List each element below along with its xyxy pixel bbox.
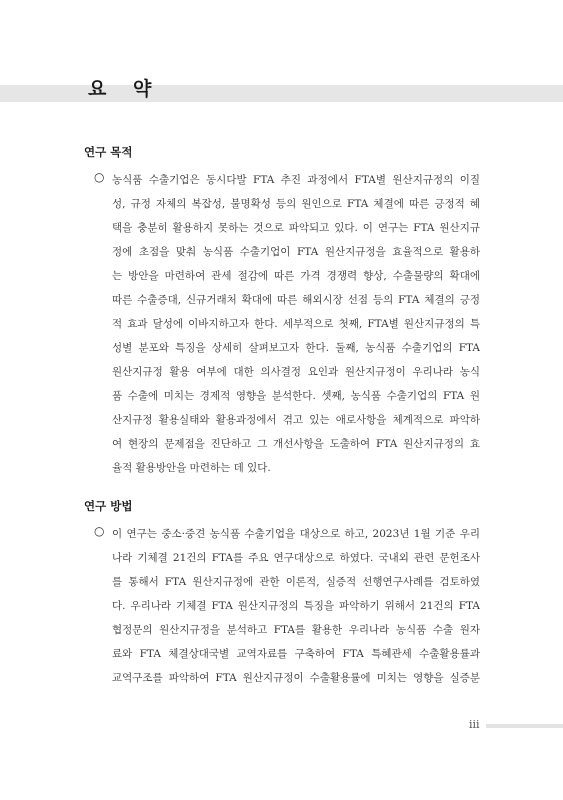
paragraph-method xyxy=(112,522,480,690)
page-title: 요 약 xyxy=(88,78,162,100)
text-line: 원산지규정 활용 여부에 대한 의사결정 요인과 원산지규정이 우리나라 농식 xyxy=(112,366,480,378)
text-line: 협정문의 원산지규정을 분석하고 FTA를 활용한 우리나라 농식품 수출 원자 xyxy=(112,624,480,636)
section-heading-method: 연구 방법 xyxy=(84,499,133,513)
page-number: iii xyxy=(469,718,480,731)
text-line: 성별 분포와 특징을 상세히 살펴보고자 한다. 둘째, 농식품 수출기업의 FTA xyxy=(112,342,480,354)
text-line: 품 수출에 미치는 경제적 영향을 분석한다. 셋째, 농식품 수출기업의 FTA 원 xyxy=(112,390,480,402)
text-line: 나라 기체결 21건의 FTA를 주요 연구대상으로 하였다. 국내외 관련 문헌조사 xyxy=(112,552,480,564)
text-line: 교역구조를 파악하여 FTA 원산지규정이 수출활용률에 미치는 영향을 실증분 xyxy=(112,672,480,684)
text-line: 따른 수출증대, 신규거래처 확대에 따른 해외시장 선점 등의 FTA 체결의 긍정 xyxy=(112,294,480,306)
title-band xyxy=(0,85,563,102)
text-line: 율적 활용방안을 마련하는 데 있다. xyxy=(112,462,271,474)
bullet-icon: ○ xyxy=(94,170,105,184)
text-line: 택을 충분히 활용하지 못하는 것으로 파악되고 있다. 이 연구는 FTA 원산지규 xyxy=(112,222,480,234)
text-line: 농식품 수출기업은 동시다발 FTA 추진 과정에서 FTA별 원산지규정의 이질 xyxy=(112,174,480,186)
text-line: 는 방안을 마련하여 관세 절감에 따른 가격 경쟁력 향상, 수출물량의 확대에 xyxy=(112,270,480,282)
text-line: 여 현장의 문제점을 진단하고 그 개선사항을 도출하여 FTA 원산지규정의 효 xyxy=(112,438,480,450)
text-line: 정에 초점을 맞춰 농식품 수출기업이 FTA 원산지규정을 효율적으로 활용하 xyxy=(112,246,480,258)
text-line: 산지규정 활용실태와 활용과정에서 겪고 있는 애로사항을 체계적으로 파악하 xyxy=(112,414,480,426)
page-number-bar xyxy=(486,724,563,728)
text-line: 료와 FTA 체결상대국별 교역자료를 구축하여 FTA 특혜관세 수출활용률과 xyxy=(112,648,480,660)
paragraph-purpose xyxy=(112,168,480,480)
section-heading-purpose: 연구 목적 xyxy=(84,145,133,159)
bullet-icon: ○ xyxy=(94,524,105,538)
text-line: 를 통해서 FTA 원산지규정에 관한 이론적, 실증적 선행연구사례를 검토하였 xyxy=(112,576,480,588)
text-line: 적 효과 달성에 이바지하고자 한다. 세부적으로 첫째, FTA별 원산지규정의 특 xyxy=(112,318,480,330)
text-line: 성, 규정 자체의 복잡성, 불명확성 등의 원인으로 FTA 체결에 따른 긍정적 혜 xyxy=(112,198,480,210)
text-line: 이 연구는 중소·중견 농식품 수출기업을 대상으로 하고, 2023년 1월 기준 우리 xyxy=(112,528,480,540)
text-line: 다. 우리나라 기체결 FTA 원산지규정의 특징을 파악하기 위해서 21건의 FTA xyxy=(112,600,480,612)
